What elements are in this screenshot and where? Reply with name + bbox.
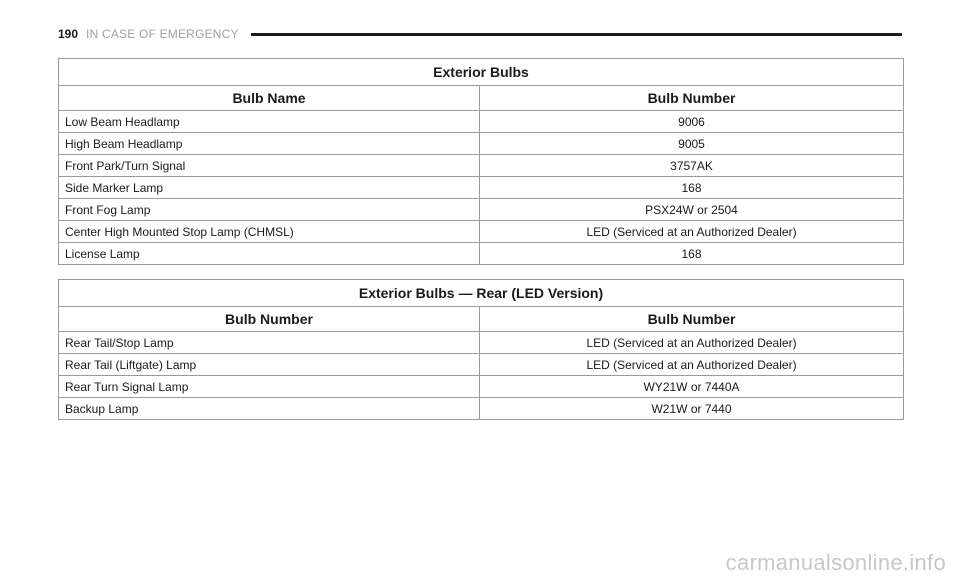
table-title: Exterior Bulbs	[59, 59, 904, 86]
column-header: Bulb Number	[59, 307, 480, 332]
bulb-name: Rear Tail/Stop Lamp	[59, 332, 480, 354]
bulb-name: Rear Turn Signal Lamp	[59, 376, 480, 398]
table-row	[59, 398, 904, 420]
table-row	[59, 376, 904, 398]
bulb-name: Low Beam Headlamp	[59, 111, 480, 133]
bulb-name: Front Fog Lamp	[59, 199, 480, 221]
table-row	[59, 111, 904, 133]
bulb-name: High Beam Headlamp	[59, 133, 480, 155]
bulb-number: 168	[480, 177, 904, 199]
header-rule	[251, 33, 902, 36]
rear-led-bulbs-table	[58, 279, 904, 420]
bulb-number: 3757AK	[480, 155, 904, 177]
bulb-number: LED (Serviced at an Authorized Dealer)	[480, 221, 904, 243]
bulb-number: 9006	[480, 111, 904, 133]
table-row	[59, 155, 904, 177]
page-number: 190	[58, 27, 79, 41]
table-row	[59, 221, 904, 243]
bulb-name: Front Park/Turn Signal	[59, 155, 480, 177]
bulb-name: License Lamp	[59, 243, 480, 265]
bulb-name: Center High Mounted Stop Lamp (CHMSL)	[59, 221, 480, 243]
column-header: Bulb Number	[480, 307, 904, 332]
bulb-number: LED (Serviced at an Authorized Dealer)	[480, 332, 904, 354]
bulb-number: W21W or 7440	[480, 398, 904, 420]
table-title: Exterior Bulbs — Rear (LED Version)	[59, 280, 904, 307]
table-row	[59, 354, 904, 376]
bulb-number: WY21W or 7440A	[480, 376, 904, 398]
section-title: IN CASE OF EMERGENCY	[86, 27, 239, 41]
table-row	[59, 243, 904, 265]
watermark: carmanualsonline.info	[725, 550, 946, 575]
bulb-number: 168	[480, 243, 904, 265]
exterior-bulbs-table	[58, 58, 904, 265]
bulb-number: 9005	[480, 133, 904, 155]
table-row	[59, 177, 904, 199]
bulb-name: Rear Tail (Liftgate) Lamp	[59, 354, 480, 376]
bulb-number: PSX24W or 2504	[480, 199, 904, 221]
column-header: Bulb Name	[59, 86, 480, 111]
column-header: Bulb Number	[480, 86, 904, 111]
table-row	[59, 332, 904, 354]
page-header	[58, 26, 902, 42]
table-row	[59, 133, 904, 155]
bulb-name: Side Marker Lamp	[59, 177, 480, 199]
bulb-number: LED (Serviced at an Authorized Dealer)	[480, 354, 904, 376]
bulb-name: Backup Lamp	[59, 398, 480, 420]
table-row	[59, 199, 904, 221]
